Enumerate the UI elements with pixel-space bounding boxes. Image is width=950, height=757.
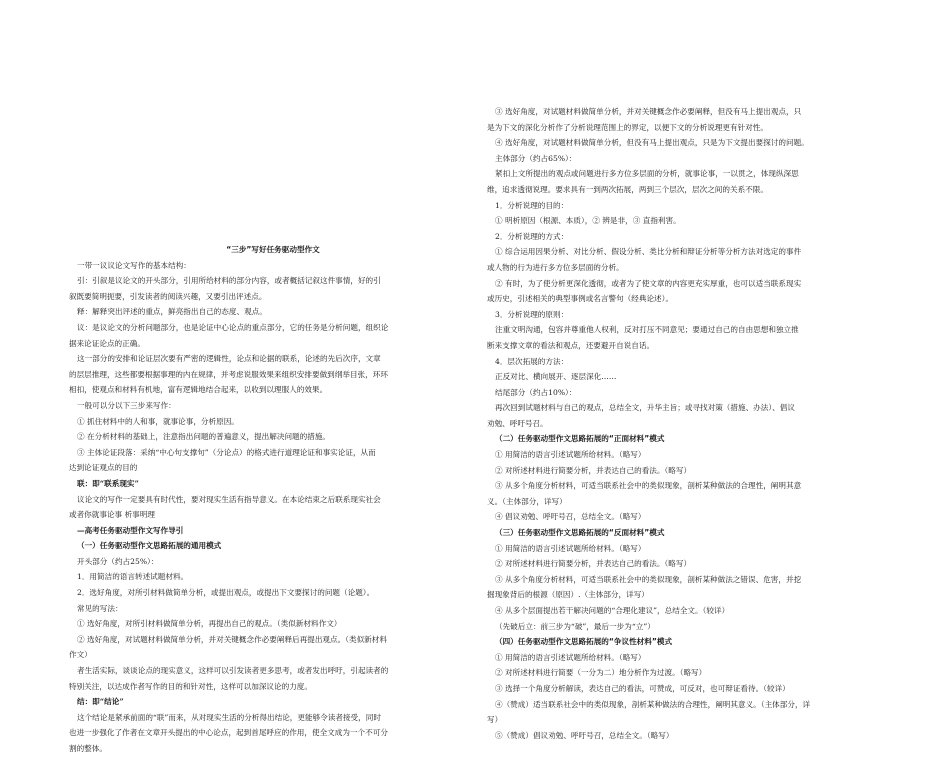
text-line: 的层层推理，这些都要根据事理的内在规律，并考虑说服效果来组织安排要做到纲举目张，环环: [69, 369, 388, 379]
text-line: 3．分析说理的原则：: [495, 309, 569, 319]
text-line: 议：是议论文的分析问题部分，也是论证中心论点的重点部分，它的任务是分析问题，组织论: [77, 322, 389, 332]
text-line: （先破后立：前三步为“破”，最后一步为“立”）: [495, 621, 655, 631]
section-heading: （四）任务驱动型作文思路拓展的“争议性材料”模式: [495, 637, 673, 647]
section-heading: —高考任务驱动型作文写作导引: [77, 525, 184, 535]
text-line: 据来论证论点的正确。: [69, 338, 145, 348]
text-line: ① 用简洁的语言引述试题所给材料。（略写）: [495, 543, 646, 553]
text-line: 相扣，使观点和材料有机地，富有逻辑地结合起来，以收到以理服人的效果。: [69, 385, 328, 395]
text-line: ② 对所述材料进行简要（一分为二）地分析作为过渡。（略写）: [495, 668, 707, 678]
text-line: ③ 主体论证段落：采纳“中心句支撑句”（分论点）的格式进行道理论证和事实论证，从而: [77, 447, 376, 457]
text-line: 达到论证观点的目的: [69, 463, 138, 473]
text-line: 或历史，引述相关的典型事例或名言警句（经典论述）。: [487, 294, 674, 304]
text-line: ① 用简洁的语言引述试题所给材料。（略写）: [495, 450, 646, 460]
section-heading: （三）任务驱动型作文思路拓展的“反面材料”模式: [495, 528, 665, 538]
right-column: [487, 104, 887, 743]
text-line: ③ 从多个角度分析材料，可适当联系社会中的类似现象，剖析某种做法之错误、危害，并挖: [495, 574, 802, 584]
text-line: 注重文明沟通，包容并尊重他人权利，反对打压不同意见；要通过自己的自由思想和独立推: [495, 325, 799, 335]
text-line: 这一部分的安排和论证层次要有严密的逻辑性，论点和论据的联系，论述的先后次序，文章: [77, 354, 381, 364]
text-line: ② 有时，为了使分析更深化透彻，或者为了使文章的内容更充实厚重，也可以适当联系现实: [495, 278, 802, 288]
text-line: ④ 倡议劝勉、呼吁号召，总结全文。（略写）: [495, 512, 646, 522]
text-line: 是为下文的深化分析作了分析说理范围上的界定，以便下文的分析说理更有针对性。: [487, 122, 768, 132]
text-line: 掘现象背后的根源（原因）.（主体部分，详写）: [487, 590, 649, 600]
text-line: 写）: [487, 715, 503, 725]
text-line: ① 选好角度，对所引材料做简单分析，再提出自己的观点。（类似新材料作文）: [77, 619, 342, 629]
text-line: 一带一议议论文写作的基本结构：: [77, 260, 191, 270]
text-line: ② 选好角度，对试题材料做简单分析，并对关键概念作必要阐释后再提出观点。（类似新材料: [77, 634, 387, 644]
text-line: 一般可以分以下三步来写作：: [77, 400, 176, 410]
section-heading: （一）任务驱动型作文思路拓展的通用模式: [77, 541, 222, 551]
document-title: “三步”写好任务驱动型作文: [226, 245, 320, 254]
text-line: 1．用简洁的语言转述试题材料。: [77, 572, 189, 582]
text-line: 2．选好角度，对所引材料做简单分析，或提出观点，或提出下文要探讨的问题（论题）。: [77, 588, 375, 598]
text-line: ④ 选好角度，对试题材料做简单分析，但没有马上提出观点，只是为下文提出要探讨的问题。: [495, 138, 809, 148]
text-line: ① 用简洁的语言引述试题所给材料。（略写）: [495, 652, 646, 662]
text-line: 4．层次拓展的方法：: [495, 356, 569, 366]
text-line: ② 在分析材料的基础上，注意指出问题的普遍意义，提出解决问题的措施。: [77, 432, 331, 442]
text-line: ① 抓住材料中的人和事，就事论事，分析原因。: [77, 416, 239, 426]
text-line: ③ 选好角度，对试题材料做简单分析，并对关键概念作必要阐释，但没有马上提出观点，只: [495, 107, 802, 116]
text-line: 割的整体。: [69, 744, 107, 753]
text-line: 者生活实际，谈谈论点的现实意义，这样可以引发读者更多思考，或者发出呼吁，引起读者的: [77, 666, 389, 676]
section-heading: （二）任务驱动型作文思路拓展的“正面材料”模式: [495, 434, 665, 444]
text-line: 这个结论是紧承前面的“联”而来，从对现实生活的分析得出结论，更能够令读者接受，同时: [77, 712, 381, 722]
text-line: 联：即“联系现实”: [77, 478, 139, 488]
text-line: 也进一步强化了作者在文章开头提出的中心论点，起到首尾呼应的作用，使全文成为一个不可分: [69, 728, 388, 738]
text-line: 作文）: [69, 650, 92, 660]
text-line: 1．分析说理的目的：: [495, 200, 569, 210]
text-line: 紧扣上文所提出的观点或问题进行多方位多层面的分析，就事论事，一以贯之，体现纵深思: [495, 169, 799, 179]
text-line: 或人物的行为进行多方位多层面的分析。: [487, 262, 624, 272]
text-line: 维，追求透彻说理。要求具有一到两次拓展，两到三个层次，层次之间的关系不限。: [487, 184, 768, 194]
text-line: 主体部分（约占65%）：: [495, 153, 577, 163]
text-line: 或者你就事论事 析事明理: [69, 510, 155, 520]
text-line: ⑤（赞成）倡议劝勉、呼吁号召，总结全文。（略写）: [495, 730, 674, 740]
text-line: 断来支撑文章的看法和观点，还要避开自说自话。: [487, 340, 655, 350]
text-line: 特别关注，以达成作者写作的目的和针对性，这样可以加深议论的力度。: [69, 681, 312, 691]
text-line: 正反对比、横向展开、逐层深化……: [495, 372, 617, 382]
text-line: 再次回到试题材料与自己的观点，总结全文，升华主旨；或寻找对策（措施、办法）、倡议: [495, 403, 795, 413]
text-line: 结尾部分（约占10%）：: [495, 387, 577, 397]
text-line: 议论文的写作一定要具有时代性，要对现实生活有指导意义。在本论结束之后联系现实社会: [77, 494, 381, 504]
text-line: 常见的写法：: [77, 603, 123, 613]
text-line: ② 对所述材料进行简要分析，并表达自己的看法。（略写）: [495, 465, 692, 475]
left-column: [69, 242, 477, 757]
text-line: 2．分析说理的方式：: [495, 231, 569, 241]
text-line: 叙既要简明扼要，引发读者的阅读兴趣，又要引出评述点。: [69, 291, 267, 301]
text-line: ② 对所述材料进行简要分析，并表达自己的看法。（略写）: [495, 559, 692, 569]
text-line: 释：解释突出评述的重点，鲜亮指出自己的态度、观点。: [77, 307, 267, 317]
text-line: ③ 选择一个角度分析解读，表达自己的看法，可赞成，可反对，也可辩证看待。（较详）: [495, 683, 790, 693]
text-line: 开头部分（约占25%）：: [77, 556, 159, 566]
text-line: ① 明析原因（根源、本质），② 辨是非，③ 直指利害。: [495, 216, 681, 226]
text-line: 义。（主体部分，详写）: [487, 496, 567, 506]
text-line: 引：引叙是议论文的开头部分，引用所给材料的部分内容，或者概括记叙这件事情，好的引: [77, 276, 381, 286]
text-line: 结：即“结论”: [77, 697, 124, 707]
text-line: ④ 从多个层面提出若干解决问题的“合理化建议”，总结全文。（较详）: [495, 606, 730, 615]
text-line: ④（赞成）适当联系社会中的类似现象，剖析某种做法的合理性，阐明其意义。（主体部分，详: [495, 699, 811, 709]
text-line: ③ 从多个角度分析材料，可适当联系社会中的类似现象，剖析某种做法的合理性，阐明其意: [495, 481, 802, 491]
text-line: ① 综合运用因果分析、对比分析、假设分析、类比分析和辩证分析等分析方法对选定的事件: [495, 247, 802, 257]
text-line: 劝勉、呼吁号召。: [487, 418, 548, 428]
